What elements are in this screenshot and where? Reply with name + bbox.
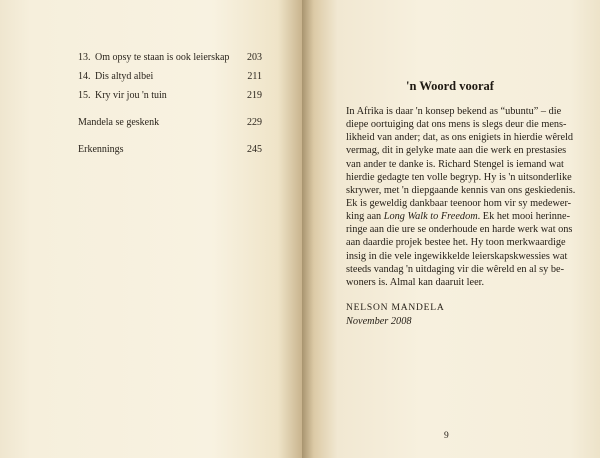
text-fragment: king aan [346,211,384,223]
toc-number: 15. [78,90,91,101]
toc-title: Mandela se geskenk [78,117,160,128]
toc-number: 14. [78,71,91,82]
text-line: In Afrika is daar 'n konsep bekend as “ubuntu” – die [346,106,562,117]
foreword-paragraph [346,105,576,289]
toc-number: 13. [78,52,91,63]
toc-page: 229 [247,117,262,128]
text-line: diepe oortuiging dat ons mens is slegs deur die mens- [346,119,567,131]
toc-title: Erkennings [78,144,124,155]
toc-entry [78,144,262,155]
text-line: steeds vandag 'n uitdaging vir die wêreld en al sy be- [346,263,565,275]
text-line: hierdie gedagte ten volle begryp. Hy is 'n uitsonderlike [346,171,572,183]
signature-date: November 2008 [346,316,412,327]
text-line: insig in die vele ingewikkelde leierskapskwessies wat [346,250,568,262]
signature-name: NELSON MANDELA [346,303,445,313]
text-line: vermag, dit in gelyke mate aan die werk en prestasies [346,145,567,157]
toc-title: Om opsy te staan is ook leierskap [95,52,230,63]
toc-entry [78,117,262,128]
text-line: skrywer, met 'n diepgaande kennis van ons geskiedenis. [346,184,576,196]
text-line: woners is. Almal kan daaruit leer. [346,276,485,288]
toc-title: Dis altyd albei [95,71,154,82]
page-number: 9 [444,431,449,441]
toc-page: 211 [247,71,262,82]
toc-entry [78,52,262,63]
text-line: Ek is geweldig dankbaar teenoor hom vir sy medewer- [346,197,572,209]
toc-page: 245 [247,144,262,155]
toc-title: Kry vir jou 'n tuin [95,90,167,101]
text-line: likheid van ander; dat, as ons enigiets in hierdie wêreld [346,132,574,144]
toc-page: 219 [247,90,262,101]
book-title: Long Walk to Freedom [383,211,478,223]
toc-entry [78,71,262,82]
text-line: van ander te danke is. Richard Stengel is iemand wat [346,158,564,170]
toc-entry [78,90,262,101]
text-line: aan daardie projek bestee het. Hy toon merkwaardige [346,237,566,249]
text-fragment: . Ek het mooi herinne- [477,211,571,223]
text-line: ringe aan die ure se onderhoude en harde werk wat ons [346,224,573,236]
chapter-title: 'n Woord vooraf [406,79,494,93]
text-line [346,210,571,223]
toc-page: 203 [247,52,262,63]
